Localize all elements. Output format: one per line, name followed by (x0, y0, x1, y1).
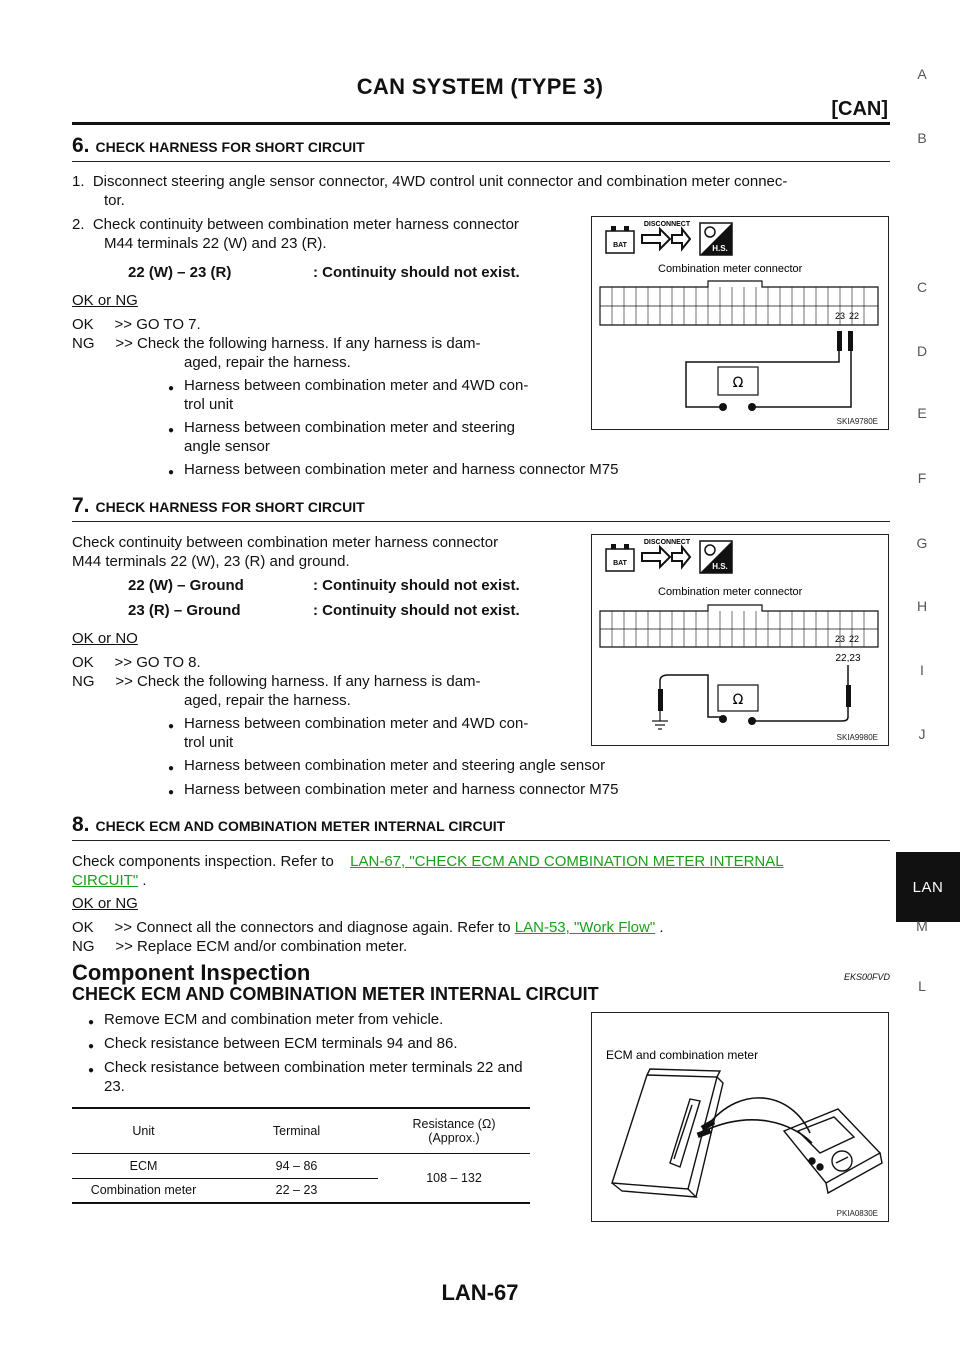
step6-figure-id: SKIA9780E (836, 417, 878, 426)
step7-bullet-4wd-cont: trol unit (184, 734, 234, 751)
pin-22-label: 22 (848, 311, 860, 321)
step6-wiring-diagram (592, 217, 888, 429)
disconnect-icon (642, 539, 691, 567)
section-tag: [CAN] (831, 98, 888, 120)
step8-refer-line-cont (72, 871, 147, 890)
step7-spec2-result: : Continuity should not exist. (313, 602, 520, 619)
probe-leads (686, 331, 853, 407)
side-index-l[interactable]: L (918, 978, 926, 994)
battery-label: BAT (613, 242, 627, 249)
step7-figure (591, 534, 889, 746)
side-index-a[interactable]: A (917, 66, 927, 82)
battery-icon (606, 544, 634, 571)
step6-item1: 1. Disconnect steering angle sensor connector, 4WD control unit connector and combination meter connec- (72, 173, 788, 190)
ohmmeter-icon (718, 367, 758, 411)
header-resistance-line1: Resistance (Ω) (412, 1116, 496, 1131)
step7-figure-id: SKIA9980E (836, 733, 878, 742)
step7-line1: Check continuity between combination meter harness connector (72, 534, 499, 551)
cell-unit-ecm: ECM (72, 1154, 215, 1178)
connector-graphic (600, 281, 878, 325)
connector-label: Combination meter connector (658, 586, 803, 598)
step6-spec-result: : Continuity should not exist. (313, 264, 520, 281)
step6-heading (72, 134, 365, 158)
side-index-c[interactable]: C (916, 279, 928, 295)
side-index-j[interactable]: J (918, 726, 926, 742)
step6-rule (72, 161, 890, 162)
step7-rule (72, 521, 890, 522)
component-bullet-remove: ● Remove ECM and combination meter from vehicle. (104, 1011, 443, 1029)
resistance-table (72, 1109, 530, 1202)
step8-link-component-inspection[interactable]: LAN-67, "CHECK ECM AND COMBINATION METER INTERNAL (350, 853, 784, 870)
step6-figure (591, 216, 889, 430)
side-index-h[interactable]: H (916, 598, 928, 614)
step8-link-work-flow[interactable]: LAN-53, "Work Flow" (514, 919, 656, 936)
step8-okng-label: OK or NG (72, 895, 138, 912)
step6-title: CHECK HARNESS FOR SHORT CIRCUIT (95, 139, 365, 155)
step8-ok-result (72, 918, 664, 937)
table-row (72, 1154, 530, 1178)
step8-title: CHECK ECM AND COMBINATION METER INTERNAL CIRCUIT (95, 818, 506, 834)
step6-item2-cont: M44 terminals 22 (W) and 23 (R). (104, 235, 327, 252)
side-index-e[interactable]: E (917, 405, 927, 421)
step7-bullet-steering: ● Harness between combination meter and steering angle sensor (184, 757, 605, 775)
step7-bullet-m75: ● Harness between combination meter and harness connector M75 (184, 781, 618, 799)
disconnect-label: DISCONNECT (643, 221, 691, 228)
step6-bullet-4wd-cont: trol unit (184, 396, 234, 413)
step7-spec1-terminals: 22 (W) – Ground (128, 577, 244, 594)
side-index-m[interactable]: M (916, 918, 928, 934)
step7-ng-result: NG >> Check the following harness. If any harness is dam- (72, 673, 481, 690)
side-index-f[interactable]: F (917, 470, 927, 486)
step7-spec2-terminals: 23 (R) – Ground (128, 602, 241, 619)
component-figure (591, 1012, 889, 1222)
multimeter-icon (784, 1109, 882, 1193)
ohm-symbol: Ω (732, 375, 744, 391)
table-bottom-rule (72, 1202, 530, 1204)
cell-terminal-meter: 22 – 23 (275, 1183, 318, 1198)
step6-okng-label: OK or NG (72, 292, 138, 309)
component-inspection-title: Component Inspection (72, 960, 311, 985)
page-number: LAN-67 (441, 1280, 519, 1305)
step7-okng-label: OK or NO (72, 630, 138, 647)
step6-ng-result-cont: aged, repair the harness. (184, 354, 351, 371)
step7-ok-result: OK >> GO TO 8. (72, 654, 201, 671)
component-figure-id: PKIA0830E (836, 1209, 878, 1218)
harness-side-label: H.S. (712, 244, 728, 253)
side-index-b[interactable]: B (917, 130, 927, 146)
step6-item1-cont: tor. (104, 192, 125, 209)
step8-refer-line (72, 852, 890, 871)
header-resistance-line2: (Approx.) (428, 1130, 480, 1145)
component-inspection-code: EKS00FVD (843, 972, 890, 982)
resistance-table-wrapper (72, 1107, 530, 1204)
step6-ng-result: NG >> Check the following harness. If any harness is dam- (72, 335, 481, 352)
ecm-meter-illustration (592, 1013, 888, 1221)
pin-22-label: 22 (848, 634, 860, 644)
step7-heading (72, 494, 365, 518)
step6-ok-result: OK >> GO TO 7. (72, 316, 201, 333)
step6-item2: 2. Check continuity between combination meter harness connector (72, 216, 519, 233)
header-rule (72, 122, 890, 125)
step8-ok-end: . (655, 919, 664, 936)
ground-icon (652, 711, 668, 729)
step8-rule (72, 840, 890, 841)
step8-ok-text: OK >> Connect all the connectors and diagnose again. Refer to (72, 919, 515, 936)
disconnect-label: DISCONNECT (643, 539, 691, 546)
header-unit: Unit (132, 1123, 155, 1138)
figure-label: ECM and combination meter (606, 1048, 759, 1062)
ohm-symbol: Ω (732, 692, 744, 708)
pin-23-label: 23 (834, 311, 846, 321)
harness-side-icon (700, 223, 732, 255)
battery-label: BAT (613, 560, 627, 567)
ohmmeter-icon (718, 685, 758, 725)
step6-bullet-4wd: ● Harness between combination meter and 4WD con- (184, 377, 528, 395)
harness-side-icon (700, 541, 732, 573)
table-header-row (72, 1109, 530, 1153)
harness-side-label: H.S. (712, 562, 728, 571)
cell-terminal-ecm: 94 – 86 (215, 1154, 378, 1178)
disconnect-icon (642, 221, 691, 249)
header-terminal: Terminal (272, 1123, 321, 1138)
step8-heading (72, 813, 505, 837)
cell-unit-meter: Combination meter (90, 1183, 197, 1198)
side-index-i[interactable]: I (920, 662, 924, 678)
step6-bullet-m75: ● Harness between combination meter and harness connector M75 (184, 461, 618, 479)
step6-number: 6. (72, 134, 90, 157)
component-bullet-meter-resistance: ● Check resistance between combination meter terminals 22 and (104, 1059, 523, 1077)
step7-wiring-diagram (592, 535, 888, 745)
side-index-lan-active[interactable]: LAN (896, 852, 960, 922)
step7-title: CHECK HARNESS FOR SHORT CIRCUIT (95, 499, 365, 515)
probe-pins-label: 22,23 (835, 653, 861, 664)
step7-spec1-result: : Continuity should not exist. (313, 577, 520, 594)
side-index-d[interactable]: D (916, 343, 928, 359)
step6-bullet-steering-cont: angle sensor (184, 438, 270, 455)
header-resistance (378, 1109, 530, 1153)
connector-graphic (600, 605, 878, 664)
component-inspection-subtitle: CHECK ECM AND COMBINATION METER INTERNAL CIRCUIT (72, 984, 599, 1004)
side-index-g[interactable]: G (916, 535, 928, 551)
pin-23-label: 23 (834, 634, 846, 644)
step8-ng-result: NG >> Replace ECM and/or combination meter. (72, 938, 408, 955)
battery-icon (606, 226, 634, 253)
step7-bullet-4wd: ● Harness between combination meter and 4WD con- (184, 715, 528, 733)
step8-refer-text: Check components inspection. Refer to (72, 853, 334, 870)
step7-number: 7. (72, 494, 90, 517)
step7-line2: M44 terminals 22 (W), 23 (R) and ground. (72, 553, 350, 570)
cell-resistance-range: 108 – 132 (426, 1171, 482, 1185)
step8-refer-end: . (138, 872, 147, 889)
connector-label: Combination meter connector (658, 263, 803, 275)
step8-number: 8. (72, 813, 90, 836)
step6-bullet-steering: ● Harness between combination meter and steering (184, 419, 515, 437)
page-title: CAN SYSTEM (TYPE 3) (356, 74, 604, 99)
component-bullet-ecm-resistance: ● Check resistance between ECM terminals 94 and 86. (104, 1035, 458, 1053)
step6-spec-terminals: 22 (W) – 23 (R) (128, 264, 232, 281)
component-bullet-meter-resistance-cont: 23. (104, 1078, 125, 1095)
step7-ng-result-cont: aged, repair the harness. (184, 692, 351, 709)
step8-link-component-inspection-cont[interactable]: CIRCUIT" (72, 872, 139, 889)
